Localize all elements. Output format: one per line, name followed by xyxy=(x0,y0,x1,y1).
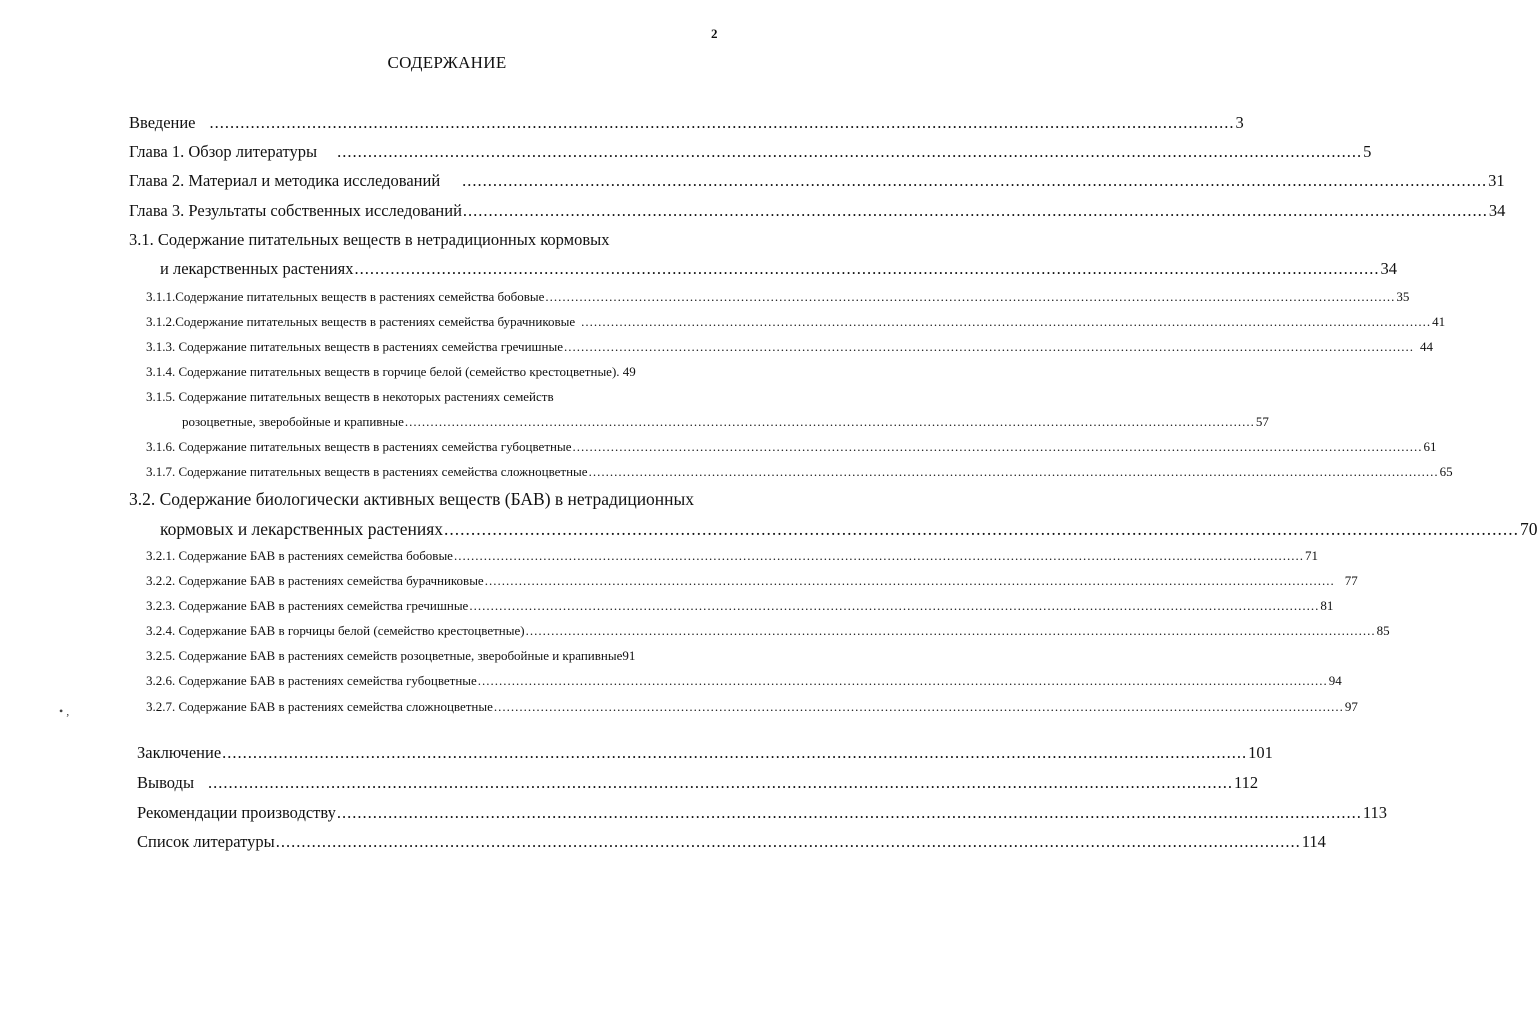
page-title: СОДЕРЖАНИЕ xyxy=(387,53,507,72)
toc-entry-label: 3.1.3. Содержание питательных веществ в растениях семейства гречишные xyxy=(146,339,563,354)
scan-artifact: • , xyxy=(59,704,70,718)
leader-dots: ........................................................................................................................................................................................................ xyxy=(222,743,1248,762)
toc-entry-label: 3.2.3. Содержание БАВ в растениях семейства гречишные xyxy=(146,598,469,613)
toc-subentry-3-2-3[interactable] xyxy=(146,598,1334,620)
toc-subentry-3-2-1[interactable] xyxy=(146,548,1318,570)
toc-entry-label: 3.2.1. Содержание БАВ в растениях семейства бобовые xyxy=(146,548,453,563)
toc-entry-page: 81 xyxy=(1320,598,1334,613)
leader-dots: ........................................................................................................................................................................................................ xyxy=(209,113,1235,132)
toc-entry-page: 34 xyxy=(1488,201,1506,220)
toc-entry-page: 114 xyxy=(1301,832,1326,851)
toc-entry-label: Выводы xyxy=(137,773,195,792)
leader-dots: ........................................................................................................................................................................................................ xyxy=(469,598,1320,613)
leader-dots: ........................................................................................................................................................................................................ xyxy=(354,259,1380,278)
toc-entry-label: 3.2.7. Содержание БАВ в растениях семейства сложноцветные xyxy=(146,699,493,714)
toc-entry-label: 3.1.6. Содержание питательных веществ в растениях семейства губоцветные xyxy=(146,439,572,454)
toc-entry-label: Глава 2. Материал и методика исследований xyxy=(129,171,441,190)
toc-subentry-3-2-7[interactable] xyxy=(146,699,1358,721)
section-3-2-heading-cont[interactable] xyxy=(160,519,1538,541)
leader-dots: ........................................................................................................................................................................................................ xyxy=(336,803,1362,822)
toc-entry-page: 101 xyxy=(1248,743,1273,762)
toc-subentry-3-1-2[interactable] xyxy=(146,314,1446,336)
toc-entry-page: 71 xyxy=(1304,548,1318,563)
leader-dots: ........................................................................................................................................................................................................ xyxy=(462,201,1488,220)
toc-entry-chapter-3[interactable] xyxy=(129,201,1506,223)
toc-entry-label: Введение xyxy=(129,113,196,132)
toc-entry-label: 3.2.4. Содержание БАВ в горчицы белой (семейство крестоцветные) xyxy=(146,623,525,638)
toc-entry-conclusion[interactable] xyxy=(137,743,1273,765)
toc-entry-findings[interactable] xyxy=(137,773,1259,795)
toc-entry-page: 34 xyxy=(1380,259,1397,278)
toc-entry-page: 3 xyxy=(1235,113,1244,132)
toc-entry-page: 85 xyxy=(1376,623,1390,638)
toc-subentry-3-1-5-cont[interactable] xyxy=(182,414,1269,436)
toc-entry-page: 57 xyxy=(1255,414,1269,429)
leader-dots: ........................................................................................................................................................................................................ xyxy=(337,142,1363,161)
toc-subentry-3-1-7[interactable] xyxy=(146,464,1453,486)
toc-entry-label: Глава 3. Результаты собственных исследований xyxy=(129,201,462,220)
toc-entry-bibliography[interactable] xyxy=(137,832,1326,854)
page-number: 2 xyxy=(711,26,718,41)
toc-entry-recommendations[interactable] xyxy=(137,803,1388,825)
toc-subentry-3-2-2[interactable] xyxy=(146,573,1358,595)
toc-entry-label: 3.2.2. Содержание БАВ в растениях семейства бурачниковые xyxy=(146,573,484,588)
leader-dots: ........................................................................................................................................................................................................ xyxy=(572,439,1423,454)
toc-subentry-3-2-4[interactable] xyxy=(146,623,1390,645)
toc-entry-label: 3.1.1.Содержание питательных веществ в растениях семейства бобовые xyxy=(146,289,545,304)
toc-entry-page: 5 xyxy=(1363,142,1372,161)
toc-entry-page: 41 xyxy=(1432,314,1446,329)
leader-dots: ........................................................................................................................................................................................................ xyxy=(462,171,1488,190)
toc-entry-label: Глава 1. Обзор литературы xyxy=(129,142,318,161)
toc-entry-page: 94 xyxy=(1328,673,1342,688)
leader-dots: ........................................................................................................................................................................................................ xyxy=(525,623,1376,638)
toc-entry-label: 3.1.7. Содержание питательных веществ в растениях семейства сложноцветные xyxy=(146,464,588,479)
toc-subentry-3-1-5[interactable]: 3.1.5. Содержание питательных веществ в некоторых растениях семейств xyxy=(146,389,554,404)
toc-entry-page: 61 xyxy=(1423,439,1437,454)
leader-dots: ........................................................................................................................................................................................................ xyxy=(484,573,1335,588)
toc-entry-label: 3.2.6. Содержание БАВ в растениях семейства губоцветные xyxy=(146,673,477,688)
toc-subentry-3-2-5[interactable]: 3.2.5. Содержание БАВ в растениях семейств розоцветные, зверобойные и крапивные91 xyxy=(146,648,636,663)
toc-entry-label: 3.1.2.Содержание питательных веществ в растениях семейства бурачниковые xyxy=(146,314,576,329)
leader-dots: ........................................................................................................................................................................................................ xyxy=(588,464,1439,479)
toc-entry-page: 31 xyxy=(1488,171,1505,190)
toc-entry-page: 65 xyxy=(1439,464,1453,479)
toc-entry-label: розоцветные, зверобойные и крапивные xyxy=(182,414,404,429)
toc-subentry-3-1-6[interactable] xyxy=(146,439,1437,461)
toc-entry-label: кормовых и лекарственных растениях xyxy=(160,519,443,539)
leader-dots: ........................................................................................................................................................................................................ xyxy=(208,773,1234,792)
toc-entry-chapter-2[interactable] xyxy=(129,171,1505,193)
toc-entry-page: 113 xyxy=(1362,803,1388,822)
toc-entry-page: 97 xyxy=(1344,699,1358,714)
leader-dots: ........................................................................................................................................................................................................ xyxy=(275,832,1301,851)
section-3-1-heading-cont[interactable] xyxy=(160,259,1397,281)
toc-subentry-3-1-4[interactable]: 3.1.4. Содержание питательных веществ в горчице белой (семейство крестоцветные). 49 xyxy=(146,364,636,379)
toc-entry-page: 44 xyxy=(1420,339,1433,354)
toc-entry-page: 35 xyxy=(1396,289,1410,304)
leader-dots: ........................................................................................................................................................................................................ xyxy=(404,414,1255,429)
leader-dots: ........................................................................................................................................................................................................ xyxy=(564,339,1414,354)
leader-dots: ........................................................................................................................................................................................................ xyxy=(493,699,1344,714)
toc-entry-page: 112 xyxy=(1234,773,1259,792)
leader-dots: ........................................................................................................................................................................................................ xyxy=(581,314,1432,329)
toc-entry-introduction[interactable] xyxy=(129,113,1244,135)
toc-subentry-3-1-1[interactable] xyxy=(146,289,1410,311)
leader-dots: ........................................................................................................................................................................................................ xyxy=(453,548,1304,563)
toc-subentry-3-2-6[interactable] xyxy=(146,673,1342,695)
toc-entry-page: 70 xyxy=(1520,519,1538,539)
toc-subentry-3-1-3[interactable] xyxy=(146,339,1433,361)
toc-entry-label: и лекарственных растениях xyxy=(160,259,354,278)
leader-dots: ........................................................................................................................................................................................................ xyxy=(477,673,1328,688)
leader-dots: ........................................................................................................................................................................................................ xyxy=(545,289,1396,304)
section-3-2-heading[interactable]: 3.2. Содержание биологически активных веществ (БАВ) в нетрадиционных xyxy=(129,489,695,509)
toc-entry-label: Заключение xyxy=(137,743,222,762)
toc-entry-chapter-1[interactable] xyxy=(129,142,1372,164)
toc-entry-page: 77 xyxy=(1344,573,1358,588)
toc-entry-label: Список литературы xyxy=(137,832,275,851)
section-3-1-heading[interactable]: 3.1. Содержание питательных веществ в нетрадиционных кормовых xyxy=(129,230,610,249)
leader-dots: ........................................................................................................................................................................................................ xyxy=(444,519,1519,539)
toc-entry-label: Рекомендации производству xyxy=(137,803,336,822)
